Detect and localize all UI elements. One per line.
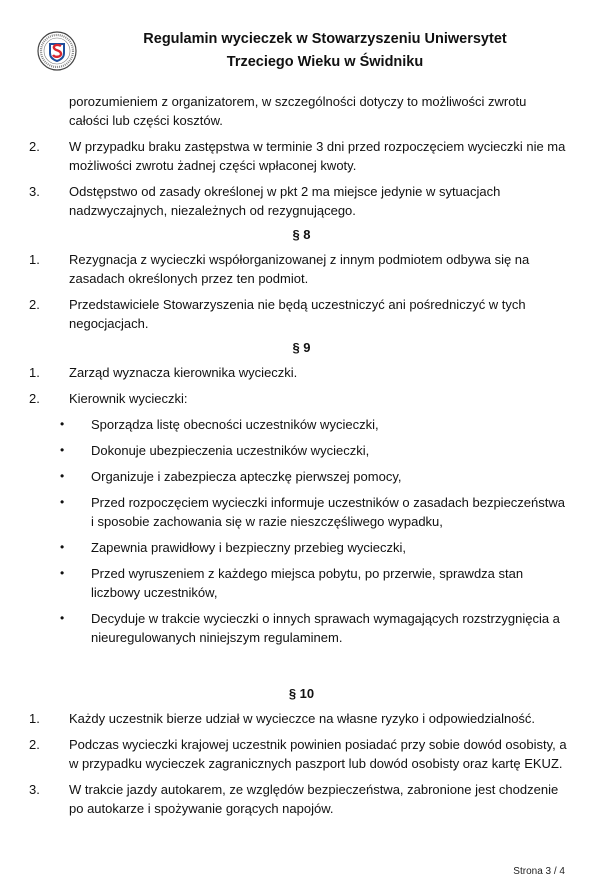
bullet-icon: • [60, 417, 65, 431]
bullet-item [0, 493, 603, 531]
bullet-text: Przed wyruszeniem z każdego miejsca pobytu, po przerwie, sprawdza stan liczbowy uczestników, [91, 566, 524, 600]
list-item [0, 295, 603, 333]
list-item [0, 389, 603, 408]
bullet-icon: • [60, 540, 65, 554]
list-item [0, 250, 603, 288]
item-text: Podczas wycieczki krajowej uczestnik powinien posiadać przy sobie dowód osobisty, a w przypadku wycieczek zagranicznych paszport lub dowód osobisty oraz kartę EKUZ. [69, 737, 567, 771]
item-text: Odstępstwo od zasady określonej w pkt 2 ma miejsce jedynie w sytuacjach nadzwyczajnych, niezależnych od rezygnującego. [69, 184, 501, 218]
page-header [0, 22, 603, 78]
bullet-icon: • [60, 611, 65, 625]
bullet-item [0, 415, 603, 434]
bullet-text: Dokonuje ubezpieczenia uczestników wycieczki, [91, 443, 370, 458]
list-item [0, 363, 603, 382]
continuation-paragraph: porozumieniem z organizatorem, w szczególności dotyczy to możliwości zwrotu całości lub części kosztów. [69, 94, 527, 128]
document-title [90, 28, 560, 74]
item-text: Rezygnacja z wycieczki współorganizowanej z innym podmiotem odbywa się na zasadach określonych przez ten podmiot. [69, 252, 530, 286]
section-heading-10: § 10 [288, 686, 315, 701]
bullet-text: Zapewnia prawidłowy i bezpieczny przebieg wycieczki, [91, 540, 407, 555]
item-number: 1. [29, 365, 40, 380]
bullet-text: Przed rozpoczęciem wycieczki informuje uczestników o zasadach bezpieczeństwa i sposobie zachowania się w razie nieszczęśliwego wypadku, [91, 495, 565, 529]
item-number: 2. [29, 737, 40, 752]
bullet-icon: • [60, 495, 65, 509]
item-number: 3. [29, 782, 40, 797]
bullet-item [0, 564, 603, 602]
bullet-item [0, 467, 603, 486]
bullet-text: Sporządza listę obecności uczestników wycieczki, [91, 417, 379, 432]
item-text: Zarząd wyznacza kierownika wycieczki. [69, 365, 298, 380]
item-text: Każdy uczestnik bierze udział w wycieczce na własne ryzyko i odpowiedzialność. [69, 711, 536, 726]
list-item [0, 735, 603, 773]
item-number: 2. [29, 139, 40, 154]
item-number: 1. [29, 711, 40, 726]
item-number: 1. [29, 252, 40, 267]
item-text: Kierownik wycieczki: [69, 391, 188, 406]
organization-seal-logo-icon [37, 31, 77, 71]
title-line-2: Trzeciego Wieku w Świdniku [226, 54, 424, 70]
bullet-icon: • [60, 566, 65, 580]
list-item [0, 182, 603, 220]
bullet-icon: • [60, 469, 65, 483]
bullet-text: Decyduje w trakcie wycieczki o innych sprawach wymagających rozstrzygnięcia a nieuregulowanych niniejszym regulaminem. [91, 611, 560, 645]
list-item [0, 709, 603, 728]
bullet-icon: • [60, 443, 65, 457]
list-item [0, 780, 603, 818]
bullet-item [0, 609, 603, 647]
item-number: 3. [29, 184, 40, 199]
bullet-item [0, 538, 603, 557]
bullet-item [0, 441, 603, 460]
item-number: 2. [29, 391, 40, 406]
item-number: 2. [29, 297, 40, 312]
item-text: W przypadku braku zastępstwa w terminie 3 dni przed rozpoczęciem wycieczki nie ma możliwości zwrotu żadnej części wpłaconej kwoty. [69, 139, 566, 173]
title-line-1: Regulamin wycieczek w Stowarzyszeniu Uniwersytet [143, 31, 507, 47]
item-text: W trakcie jazdy autokarem, ze względów bezpieczeństwa, zabronione jest chodzenie po autokarze i spożywanie gorących napojów. [69, 782, 559, 816]
item-text: Przedstawiciele Stowarzyszenia nie będą uczestniczyć ani pośredniczyć w tych negocjacjach. [69, 297, 526, 331]
section-heading-9: § 9 [292, 340, 311, 355]
document-body [0, 92, 603, 818]
page-number: Strona 3 / 4 [513, 866, 565, 877]
section-heading-8: § 8 [292, 227, 311, 242]
list-item [0, 137, 603, 175]
bullet-text: Organizuje i zabezpiecza apteczkę pierwszej pomocy, [91, 469, 402, 484]
